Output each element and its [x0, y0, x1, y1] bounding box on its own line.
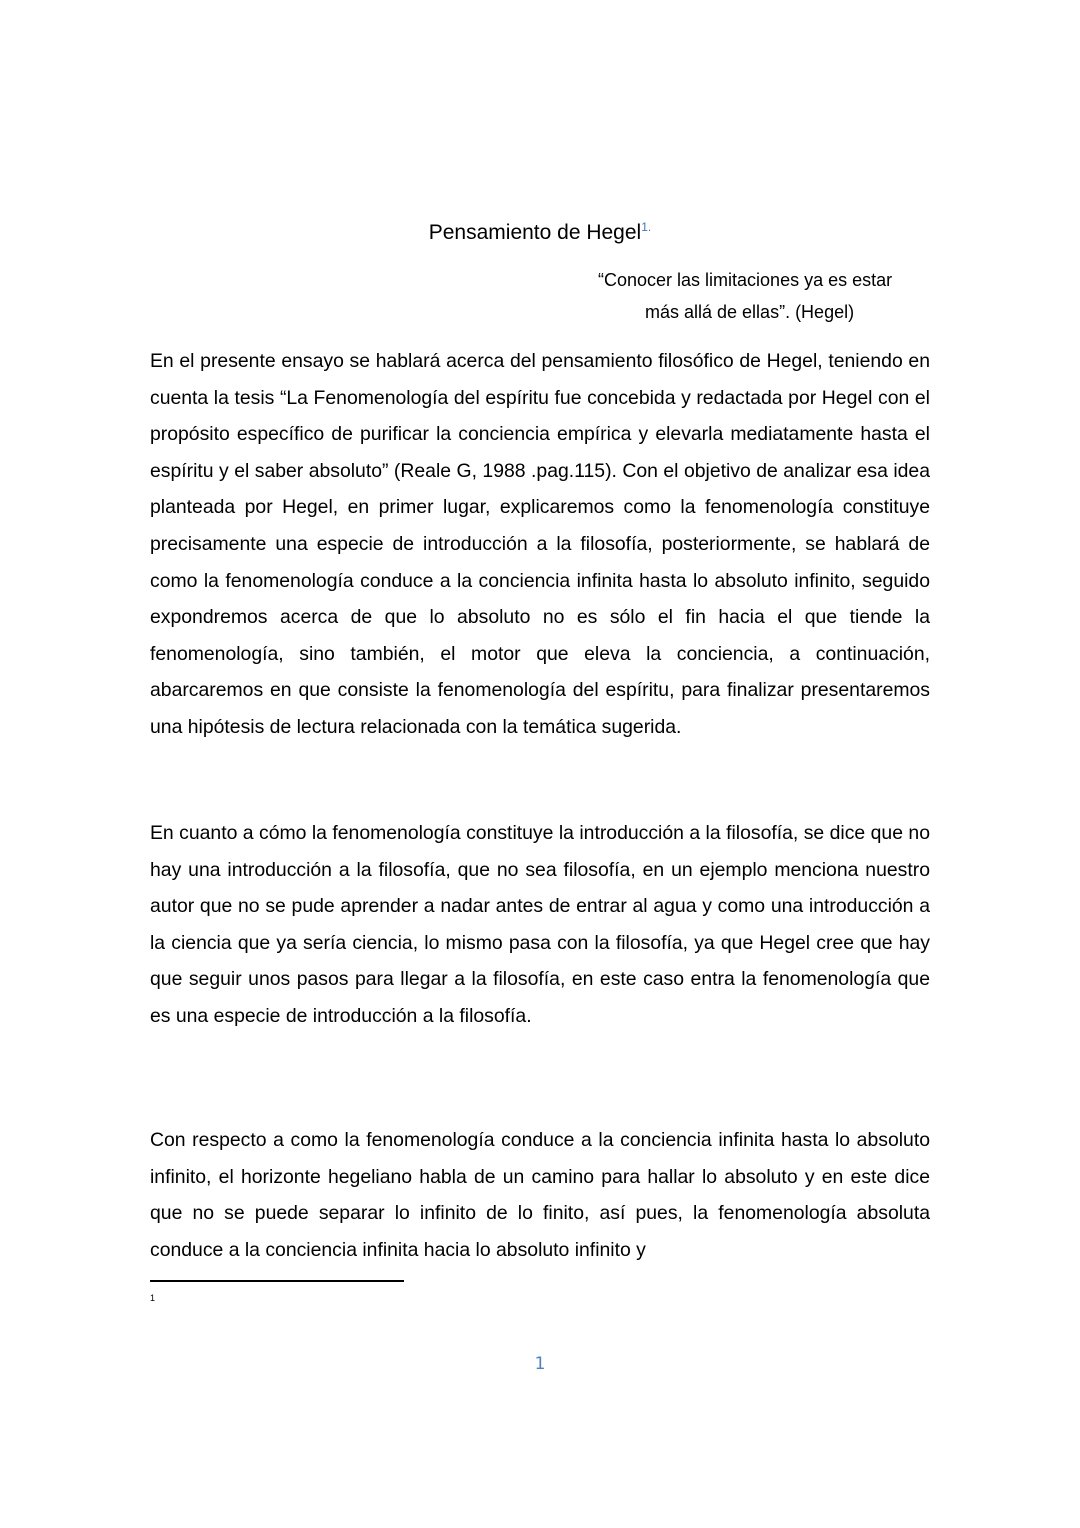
- document-title: [0, 212, 1080, 248]
- paragraph-introduction: En el presente ensayo se hablará acerca del pensamiento filosófico de Hegel, teniendo en cuenta la tesis “La Fenomenología del espíritu fue concebida y redactada por Hegel con el propósito específico de purificar la conciencia empírica y elevarla mediatamente hasta el espíritu y el saber absoluto” (Reale G, 1988 .pag.115). Con el objetivo de analizar esa idea planteada por Hegel, en primer lugar, explicaremos como la fenomenología constituye precisamente una especie de introducción a la filosofía, posteriormente, se hablará de como la fenomenología conduce a la conciencia infinita hasta lo absoluto infinito, seguido expondremos acerca de que lo absoluto no es sólo el fin hacia el que tiende la fenomenología, sino también, el motor que eleva la conciencia, a continuación, abarcaremos en que consiste la fenomenología del espíritu, para finalizar presentaremos una hipótesis de lectura relacionada con la temática sugerida.: [150, 350, 930, 738]
- footnote-number: 1: [150, 1293, 156, 1303]
- paragraph-infinite-consciousness: Con respecto a como la fenomenología conduce a la conciencia infinita hasta lo absoluto infinito, el horizonte hegeliano habla de un camino para hallar lo absoluto y en este dice que no se puede separar lo infinito de lo finito, así pues, la fenomenología absoluta conduce a la conciencia infinita hacia lo absoluto infinito y: [150, 1129, 930, 1261]
- page-number: 1: [534, 1354, 546, 1374]
- epigraph-line-1: “Conocer las limitaciones ya es estar: [598, 270, 893, 290]
- title-text: Pensamiento de Hegel: [428, 221, 642, 244]
- footnote-separator: [150, 1280, 404, 1282]
- paragraph-phenomenology-introduction: En cuanto a cómo la fenomenología constituye la introducción a la filosofía, se dice que no hay una introducción a la filosofía, que no sea filosofía, en un ejemplo menciona nuestro autor que no se pude aprender a nadar antes de entrar al agua y como una introducción a la ciencia que ya sería ciencia, lo mismo pasa con la filosofía, ya que Hegel cree que hay que seguir unos pasos para llegar a la filosofía, en este caso entra la fenomenología que es una especie de introducción a la filosofía.: [150, 822, 930, 1027]
- title-footnote-ref[interactable]: 1.: [641, 220, 652, 234]
- epigraph-line-2: más allá de ellas”. (Hegel): [645, 302, 855, 322]
- epigraph-quote: [598, 264, 938, 328]
